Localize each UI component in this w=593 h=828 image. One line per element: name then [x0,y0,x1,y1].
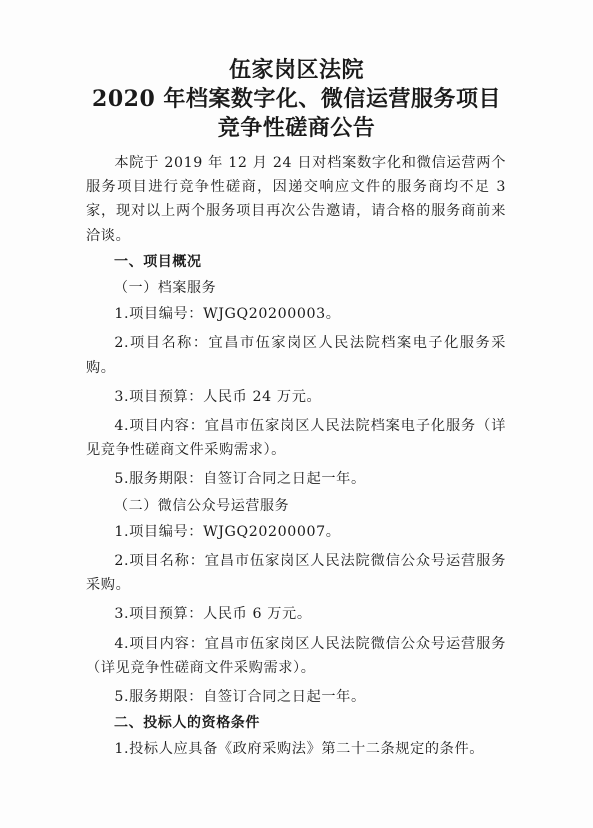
wechat-item-name: 2.项目名称：宜昌市伍家岗区人民法院微信公众号运营服务采购。 [86,553,506,594]
section-2-heading: 二、投标人的资格条件 [114,715,260,732]
wechat-item-term: 5.服务期限：自签订合同之日起一年。 [114,689,366,706]
document-title [0,56,593,143]
archive-item-budget: 3.项目预算：人民币 24 万元。 [114,388,322,405]
wechat-item-number: 1.项目编号：WJGQ20200007。 [114,523,341,540]
title-announcement-type: 竞争性磋商公告 [217,115,376,141]
wechat-item-budget: 3.项目预算：人民币 6 万元。 [114,606,312,623]
section-1-heading: 一、项目概况 [114,253,202,270]
qualification-item-1: 1.投标人应具备《政府采购法》第二十二条规定的条件。 [114,741,485,758]
intro-paragraph: 本院于 2019 年 12 月 24 日对档案数字化和微信运营两个服务项目进行竞争性磋商，因递交响应文件的服务商均不足 3 家，现对以上两个服务项目再次公告邀请，请合格的服务商前来洽谈。 [86,155,506,244]
subsection-wechat-heading: （二）微信公众号运营服务 [114,497,290,514]
document-body [86,151,506,762]
title-court-name: 伍家岗区法院 [228,57,364,83]
archive-item-number: 1.项目编号：WJGQ20200003。 [114,306,341,323]
archive-item-term: 5.服务期限：自签订合同之日起一年。 [114,471,366,488]
subsection-archive-heading: （一）档案服务 [114,280,217,297]
title-project-name: 2020 年档案数字化、微信运营服务项目 [92,86,501,112]
wechat-item-content: 4.项目内容：宜昌市伍家岗区人民法院微信公众号运营服务（详见竞争性磋商文件采购需求）。 [86,635,506,676]
archive-item-content: 4.项目内容：宜昌市伍家岗区人民法院档案电子化服务（详见竞争性磋商文件采购需求）。 [86,418,506,459]
archive-item-name: 2.项目名称：宜昌市伍家岗区人民法院档案电子化服务采购。 [86,335,506,376]
